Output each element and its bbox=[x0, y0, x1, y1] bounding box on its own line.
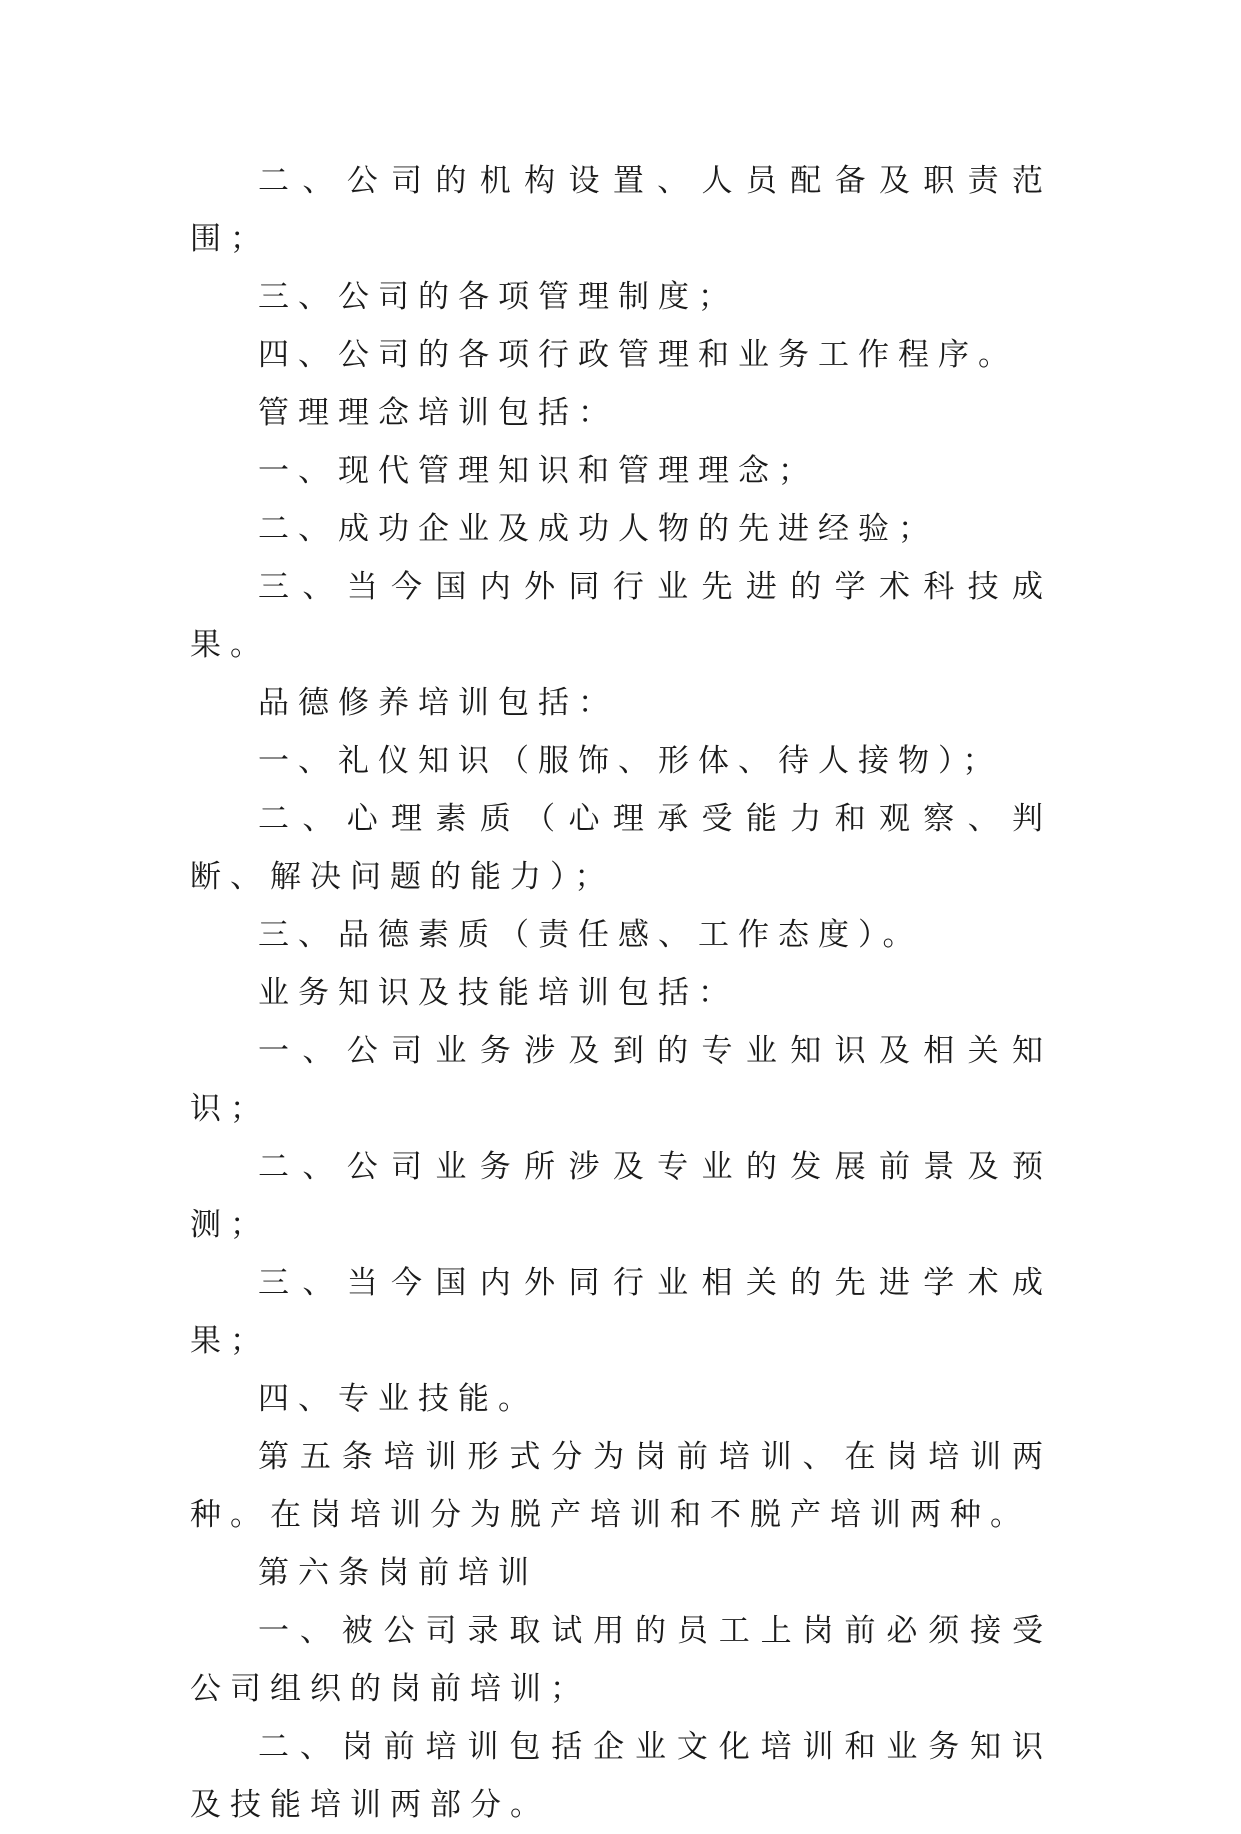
paragraph-industry-achievements: 三、当今国内外同行业相关的先进学术成果； bbox=[190, 1265, 1052, 1359]
paragraph-development-prospects: 二、公司业务所涉及专业的发展前景及预测； bbox=[190, 1149, 1052, 1243]
paragraph-work-procedures: 四、公司的各项行政管理和业务工作程序。 bbox=[258, 337, 1018, 373]
paragraph-moral-quality: 三、品德素质（责任感、工作态度）。 bbox=[258, 917, 923, 953]
heading-business-skills-training: 业务知识及技能培训包括： bbox=[258, 975, 738, 1011]
paragraph-management-rules: 三、公司的各项管理制度； bbox=[258, 279, 738, 315]
paragraph-professional-skills: 四、专业技能。 bbox=[258, 1381, 538, 1417]
paragraph-professional-knowledge: 一、公司业务涉及到的专业知识及相关知识； bbox=[190, 1033, 1052, 1127]
heading-article-six: 第六条岗前培训 bbox=[258, 1555, 538, 1591]
paragraph-psychological-quality: 二、心理素质（心理承受能力和观察、判断、解决问题的能力）； bbox=[190, 801, 1052, 895]
heading-management-philosophy-training: 管理理念培训包括： bbox=[258, 395, 618, 431]
paragraph-pre-job-requirement: 一、被公司录取试用的员工上岗前必须接受公司组织的岗前培训； bbox=[190, 1613, 1052, 1707]
paragraph-etiquette: 一、礼仪知识（服饰、形体、待人接物）； bbox=[258, 743, 1003, 779]
paragraph-successful-experience: 二、成功企业及成功人物的先进经验； bbox=[258, 511, 938, 547]
paragraph-modern-management: 一、现代管理知识和管理理念； bbox=[258, 453, 818, 489]
paragraph-org-structure: 二、公司的机构设置、人员配备及职责范围； bbox=[190, 163, 1052, 257]
heading-moral-cultivation-training: 品德修养培训包括： bbox=[258, 685, 618, 721]
paragraph-article-five: 第五条培训形式分为岗前培训、在岗培训两种。在岗培训分为脱产培训和不脱产培训两种。 bbox=[190, 1439, 1052, 1533]
document-body bbox=[190, 152, 1052, 1834]
paragraph-academic-achievements: 三、当今国内外同行业先进的学术科技成果。 bbox=[190, 569, 1052, 663]
paragraph-pre-job-content: 二、岗前培训包括企业文化培训和业务知识及技能培训两部分。 bbox=[190, 1729, 1052, 1823]
